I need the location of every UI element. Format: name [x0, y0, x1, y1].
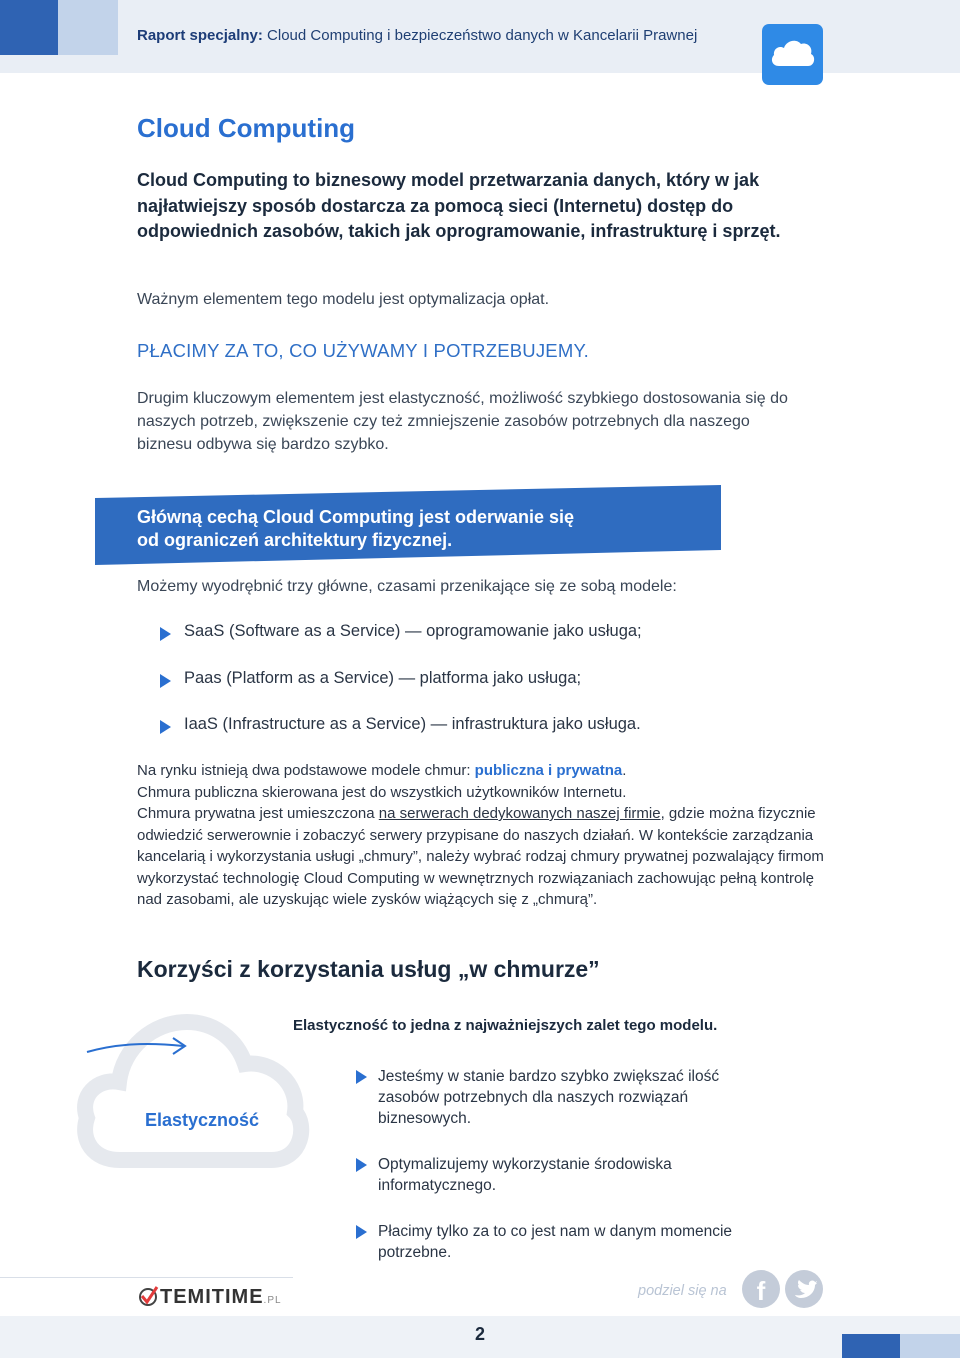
- models-list: [160, 622, 642, 762]
- model-iaas: IaaS (Infrastructure as a Service) — infrastruktura jako usługa.: [184, 715, 641, 733]
- paragraph-optimization: Ważnym elementem tego modelu jest optymalizacja opłat.: [137, 291, 550, 308]
- list-item: [160, 715, 642, 762]
- cloud-types-paragraph: [137, 760, 827, 911]
- page-header: [0, 0, 960, 73]
- benefit-text: Płacimy tylko za to co jest nam w danym momencie potrzebne.: [378, 1223, 733, 1261]
- logo-suffix: .PL: [263, 1295, 282, 1306]
- models-intro: Możemy wyodrębnić trzy główne, czasami przenikające się ze sobą modele:: [137, 578, 677, 595]
- banner-line-2: od ograniczeń architektury fizycznej.: [137, 530, 453, 550]
- checkmark-logo-icon: [137, 1284, 159, 1308]
- cloud-icon: [762, 24, 823, 85]
- list-item: [356, 1154, 776, 1196]
- cloud-label: Elastyczność: [145, 1110, 260, 1130]
- triangle-bullet-icon: [356, 1070, 367, 1084]
- facebook-icon[interactable]: f: [742, 1270, 780, 1308]
- triangle-bullet-icon: [356, 1158, 367, 1172]
- triangle-bullet-icon: [160, 674, 171, 688]
- logo-text: TEMITIME: [160, 1286, 264, 1308]
- model-saas: SaaS (Software as a Service) — oprogramowanie jako usługa;: [184, 622, 642, 640]
- twitter-icon[interactable]: [785, 1270, 823, 1308]
- benefits-title: Korzyści z korzystania usług „w chmurze”: [137, 956, 600, 982]
- temitime-logo: [160, 1286, 282, 1309]
- benefits-lead: Elastyczność to jedna z najważniejszych zalet tego modelu.: [293, 1017, 718, 1034]
- header-accent-block-light: [58, 0, 118, 55]
- para-text: .: [622, 762, 627, 779]
- public-private-highlight: publiczna i prywatna: [474, 762, 623, 779]
- banner-text: [137, 506, 574, 552]
- triangle-bullet-icon: [356, 1225, 367, 1239]
- lead-paragraph: Cloud Computing to biznesowy model przetwarzania danych, który w jak najłatwiejszy sposób dostarcza za pomocą sieci (Internetu) dostęp do odpowiednich zasobów, takich jak oprogramowanie, infrastrukturę i sprzęt.: [137, 170, 781, 241]
- report-title: [137, 27, 697, 44]
- list-item: [160, 622, 642, 669]
- footer-accent-block-light: [900, 1334, 960, 1358]
- section-title: Cloud Computing: [137, 113, 356, 143]
- list-item: [356, 1221, 776, 1263]
- caps-statement: PŁACIMY ZA TO, CO UŻYWAMY I POTRZEBUJEMY.: [137, 340, 589, 361]
- cloud-outline-icon: [75, 1000, 310, 1175]
- footer-divider: [0, 1277, 293, 1278]
- paragraph-elasticity: Drugim kluczowym elementem jest elastyczność, możliwość szybkiego dostosowania się do naszych potrzeb, zwiększenie czy też zmniejszenie zasobów potrzebnych dla naszego biznesu odbywa się bardzo szybko.: [137, 390, 788, 453]
- report-label: Raport specjalny:: [137, 27, 263, 44]
- para-text: Chmura publiczna skierowana jest do wszystkich użytkowników Internetu.: [137, 783, 627, 801]
- banner-line-1: Główną cechą Cloud Computing jest oderwanie się: [137, 507, 575, 527]
- para-text: Na rynku istnieją dwa podstawowe modele chmur:: [137, 762, 475, 779]
- footer-accent-block: [842, 1334, 900, 1358]
- page-number: 2: [474, 1324, 485, 1344]
- list-item: [356, 1066, 776, 1129]
- triangle-bullet-icon: [160, 720, 171, 734]
- benefit-text: Optymalizujemy wykorzystanie środowiska informatycznego.: [378, 1156, 672, 1194]
- model-paas: Paas (Platform as a Service) — platforma jako usługa;: [184, 668, 582, 687]
- list-item: [160, 669, 642, 716]
- share-label: podziel się na: [638, 1283, 727, 1299]
- benefit-text: Jesteśmy w stanie bardzo szybko zwiększać ilość zasobów potrzebnych dla naszych rozwiązań biznesowych.: [378, 1068, 720, 1127]
- dedicated-servers-underlined: na serwerach dedykowanych naszej firmie: [378, 805, 661, 822]
- para-text: , gdzie można fizycznie odwiedzić serwerownie i zobaczyć serwery przypisane do naszych działań. W kontekście zarządzania kancelarią i wykorzystania usługi „chmury”, należy wybrać rodzaj chmury prywatnej pozwalający firmom wykorzystać technologię Cloud Computing w wewnętrznych rozwiązaniach zachowując pełną kontrolę nad zasobami, ale uzyskując wiele zysków wiążących się z „chmurą”.: [137, 805, 824, 908]
- report-subtitle: Cloud Computing i bezpieczeństwo danych w Kancelarii Prawnej: [267, 27, 698, 44]
- para-text: Chmura prywatna jest umieszczona: [137, 805, 379, 822]
- triangle-bullet-icon: [160, 627, 171, 641]
- header-accent-block: [0, 0, 58, 55]
